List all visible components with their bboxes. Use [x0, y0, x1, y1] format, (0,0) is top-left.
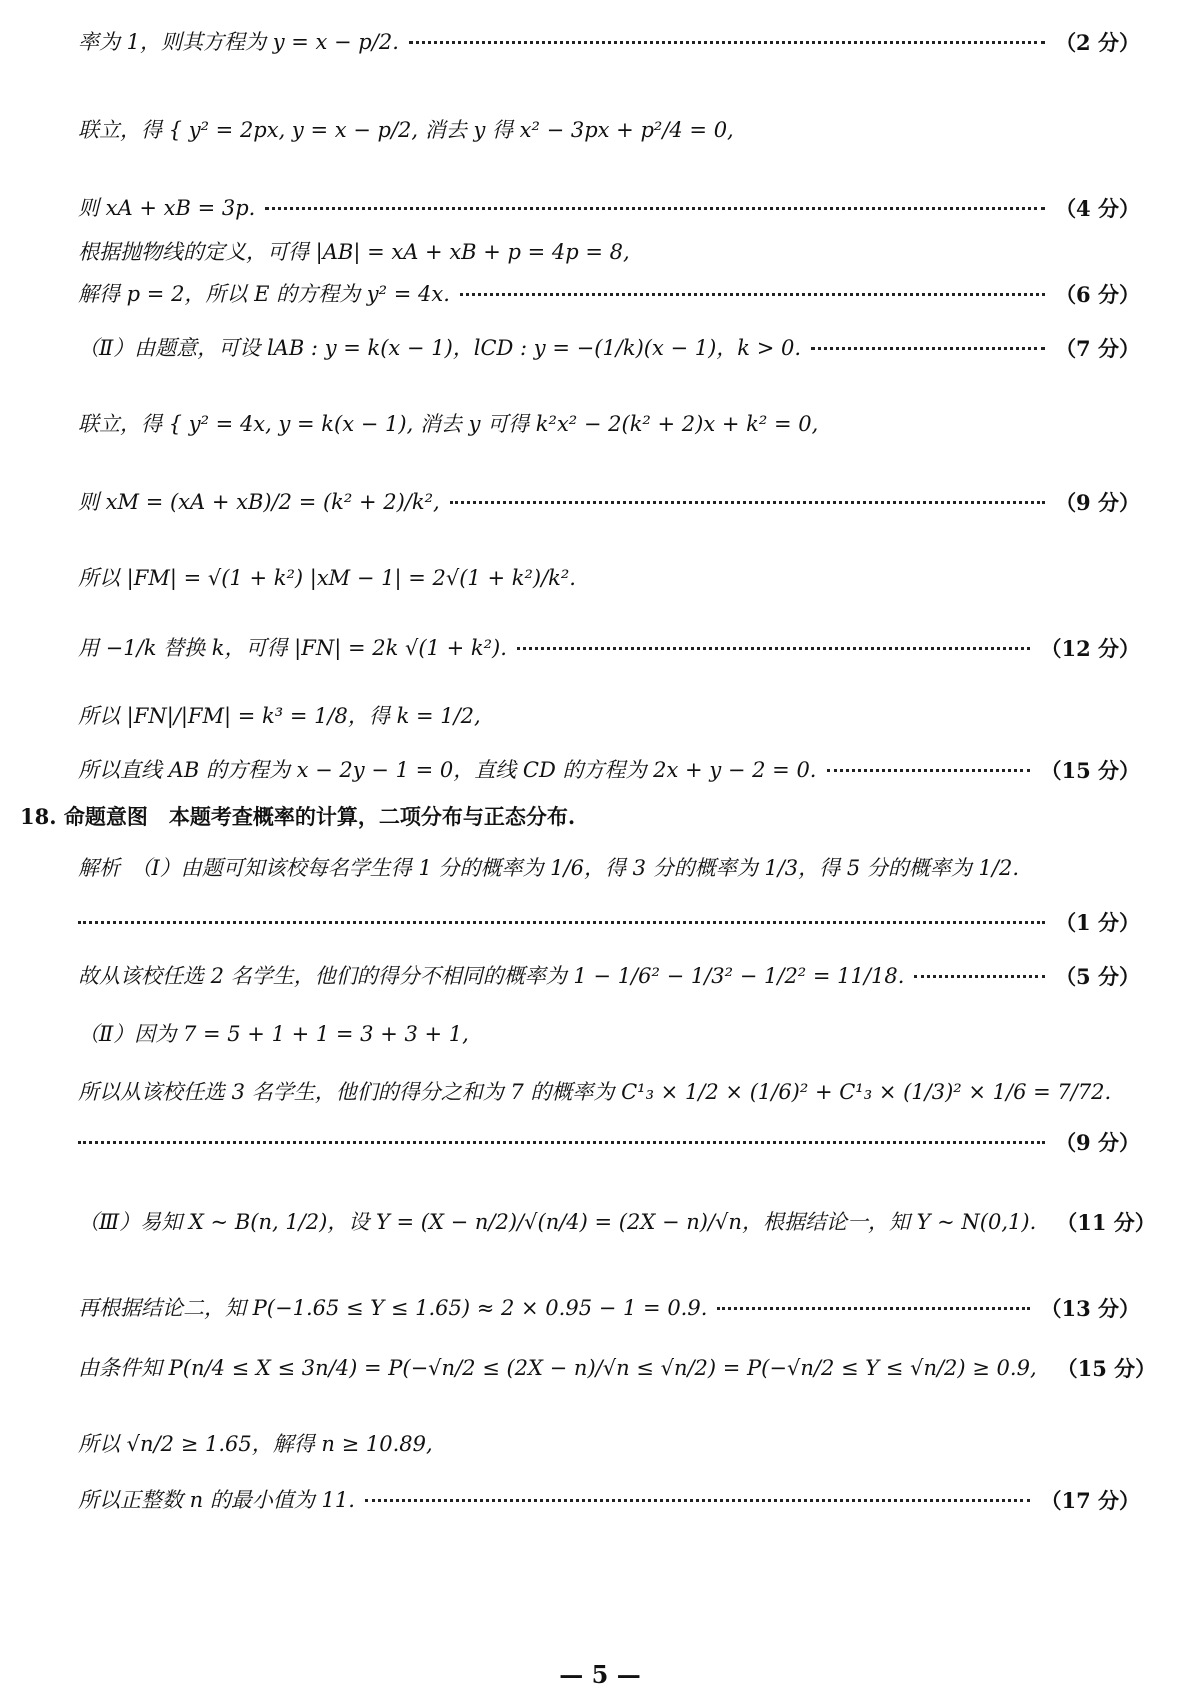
- page-number: — 5 —: [559, 1660, 641, 1689]
- line-17: [78, 1022, 1140, 1047]
- line-text: 解得 p = 2，所以 E 的方程为 y² = 4x.: [78, 282, 450, 306]
- dot-leader: [460, 293, 1045, 296]
- dot-leader: [517, 647, 1031, 650]
- line-text: 所以直线 AB 的方程为 x − 2y − 1 = 0，直线 CD 的方程为 2x + y − 2 = 0.: [78, 758, 817, 782]
- line-20: [78, 1210, 1156, 1235]
- line-7: [78, 412, 1140, 437]
- dot-leader: [717, 1307, 1030, 1310]
- dot-leader: [811, 347, 1045, 350]
- line-3: [78, 196, 1140, 221]
- line-text: 根据抛物线的定义，可得 |AB| = xA + xB + p = 4p = 8,: [78, 240, 630, 264]
- line-15: [78, 910, 1140, 935]
- score-label: （7 分）: [1055, 336, 1140, 361]
- dot-leader: [265, 207, 1045, 210]
- dot-leader: [365, 1499, 1031, 1502]
- line-4: [78, 240, 1140, 265]
- line-text: 故从该校任选 2 名学生，他们的得分不相同的概率为 1 − 1/6² − 1/3² − 1/2² = 11/18.: [78, 964, 905, 988]
- line-5: [78, 282, 1140, 307]
- dot-leader: [78, 921, 1045, 924]
- line-text: 联立，得 { y² = 2px, y = x − p/2, 消去 y 得 x² − 3px + p²/4 = 0,: [78, 118, 734, 142]
- line-text: 所以正整数 n 的最小值为 11.: [78, 1488, 355, 1512]
- line-text: 所以 |FM| = √(1 + k²) |xM − 1| = 2√(1 + k²)/k².: [78, 566, 576, 590]
- line-9: [78, 566, 1140, 591]
- line-16: [78, 964, 1140, 989]
- line-text: （Ⅱ）由题意，可设 lAB : y = k(x − 1)，lCD : y = −(1/k)(x − 1)，k > 0.: [78, 336, 802, 360]
- score-label: （9 分）: [1055, 1130, 1140, 1155]
- line-24: [78, 1488, 1140, 1513]
- line-text: 所以从该校任选 3 名学生，他们的得分之和为 7 的概率为 C¹₃ × 1/2 × (1/6)² + C¹₃ × (1/3)² × 1/6 = 7/72.: [78, 1080, 1112, 1104]
- score-label: （6 分）: [1055, 282, 1140, 307]
- line-text: 所以 √n/2 ≥ 1.65，解得 n ≥ 10.89,: [78, 1432, 433, 1456]
- line-1: [78, 30, 1140, 55]
- line-text: 则 xA + xB = 3p.: [78, 196, 256, 220]
- score-label: （15 分）: [1040, 758, 1140, 783]
- score-label: （5 分）: [1055, 964, 1140, 989]
- line-22: [78, 1356, 1157, 1381]
- score-label: （1 分）: [1055, 910, 1140, 935]
- question-18-header: [20, 804, 1140, 829]
- dot-leader: [827, 769, 1031, 772]
- line-text: 所以 |FN|/|FM| = k³ = 1/8，得 k = 1/2,: [78, 704, 481, 728]
- line-text: 解析 （Ⅰ）由题可知该校每名学生得 1 分的概率为 1/6，得 3 分的概率为 1/3，得 5 分的概率为 1/2.: [78, 856, 1020, 880]
- line-text: （Ⅲ）易知 X ~ B(n, 1/2)，设 Y = (X − n/2)/√(n/4) = (2X − n)/√n，根据结论一，知 Y ~ N(0,1).: [78, 1210, 1037, 1234]
- line-text: 再根据结论二，知 P(−1.65 ≤ Y ≤ 1.65) ≈ 2 × 0.95 − 1 = 0.9.: [78, 1296, 708, 1320]
- line-11: [78, 704, 1140, 729]
- dot-leader: [409, 41, 1045, 44]
- score-label: （9 分）: [1055, 490, 1140, 515]
- dot-leader: [78, 1141, 1045, 1144]
- line-text: 联立，得 { y² = 4x, y = k(x − 1), 消去 y 可得 k²x² − 2(k² + 2)x + k² = 0,: [78, 412, 819, 436]
- line-18: [78, 1080, 1140, 1105]
- score-label: （13 分）: [1040, 1296, 1140, 1321]
- line-text: 则 xM = (xA + xB)/2 = (k² + 2)/k²,: [78, 490, 440, 514]
- line-6: [78, 336, 1140, 361]
- line-14: [78, 856, 1140, 881]
- score-label: （11 分）: [1056, 1210, 1156, 1235]
- score-label: （4 分）: [1055, 196, 1140, 221]
- score-label: （15 分）: [1056, 1356, 1157, 1381]
- score-label: （2 分）: [1055, 30, 1140, 55]
- line-8: [78, 490, 1140, 515]
- score-label: （17 分）: [1040, 1488, 1140, 1513]
- line-10: [78, 636, 1140, 661]
- line-text: 由条件知 P(n/4 ≤ X ≤ 3n/4) = P(−√n/2 ≤ (2X − n)/√n ≤ √n/2) = P(−√n/2 ≤ Y ≤ √n/2) ≥ 0.9,: [78, 1356, 1037, 1380]
- line-23: [78, 1432, 1140, 1457]
- line-19: [78, 1130, 1140, 1155]
- line-text: 18. 命题意图 本题考查概率的计算，二项分布与正态分布.: [20, 804, 576, 829]
- line-2: [78, 118, 1140, 143]
- line-text: 用 −1/k 替换 k，可得 |FN| = 2k √(1 + k²).: [78, 636, 507, 660]
- score-label: （12 分）: [1040, 636, 1140, 661]
- dot-leader: [914, 975, 1045, 978]
- line-12: [78, 758, 1140, 783]
- line-text: 率为 1，则其方程为 y = x − p/2.: [78, 30, 399, 54]
- line-21: [78, 1296, 1140, 1321]
- dot-leader: [450, 501, 1045, 504]
- line-text: （Ⅱ）因为 7 = 5 + 1 + 1 = 3 + 3 + 1,: [78, 1022, 469, 1046]
